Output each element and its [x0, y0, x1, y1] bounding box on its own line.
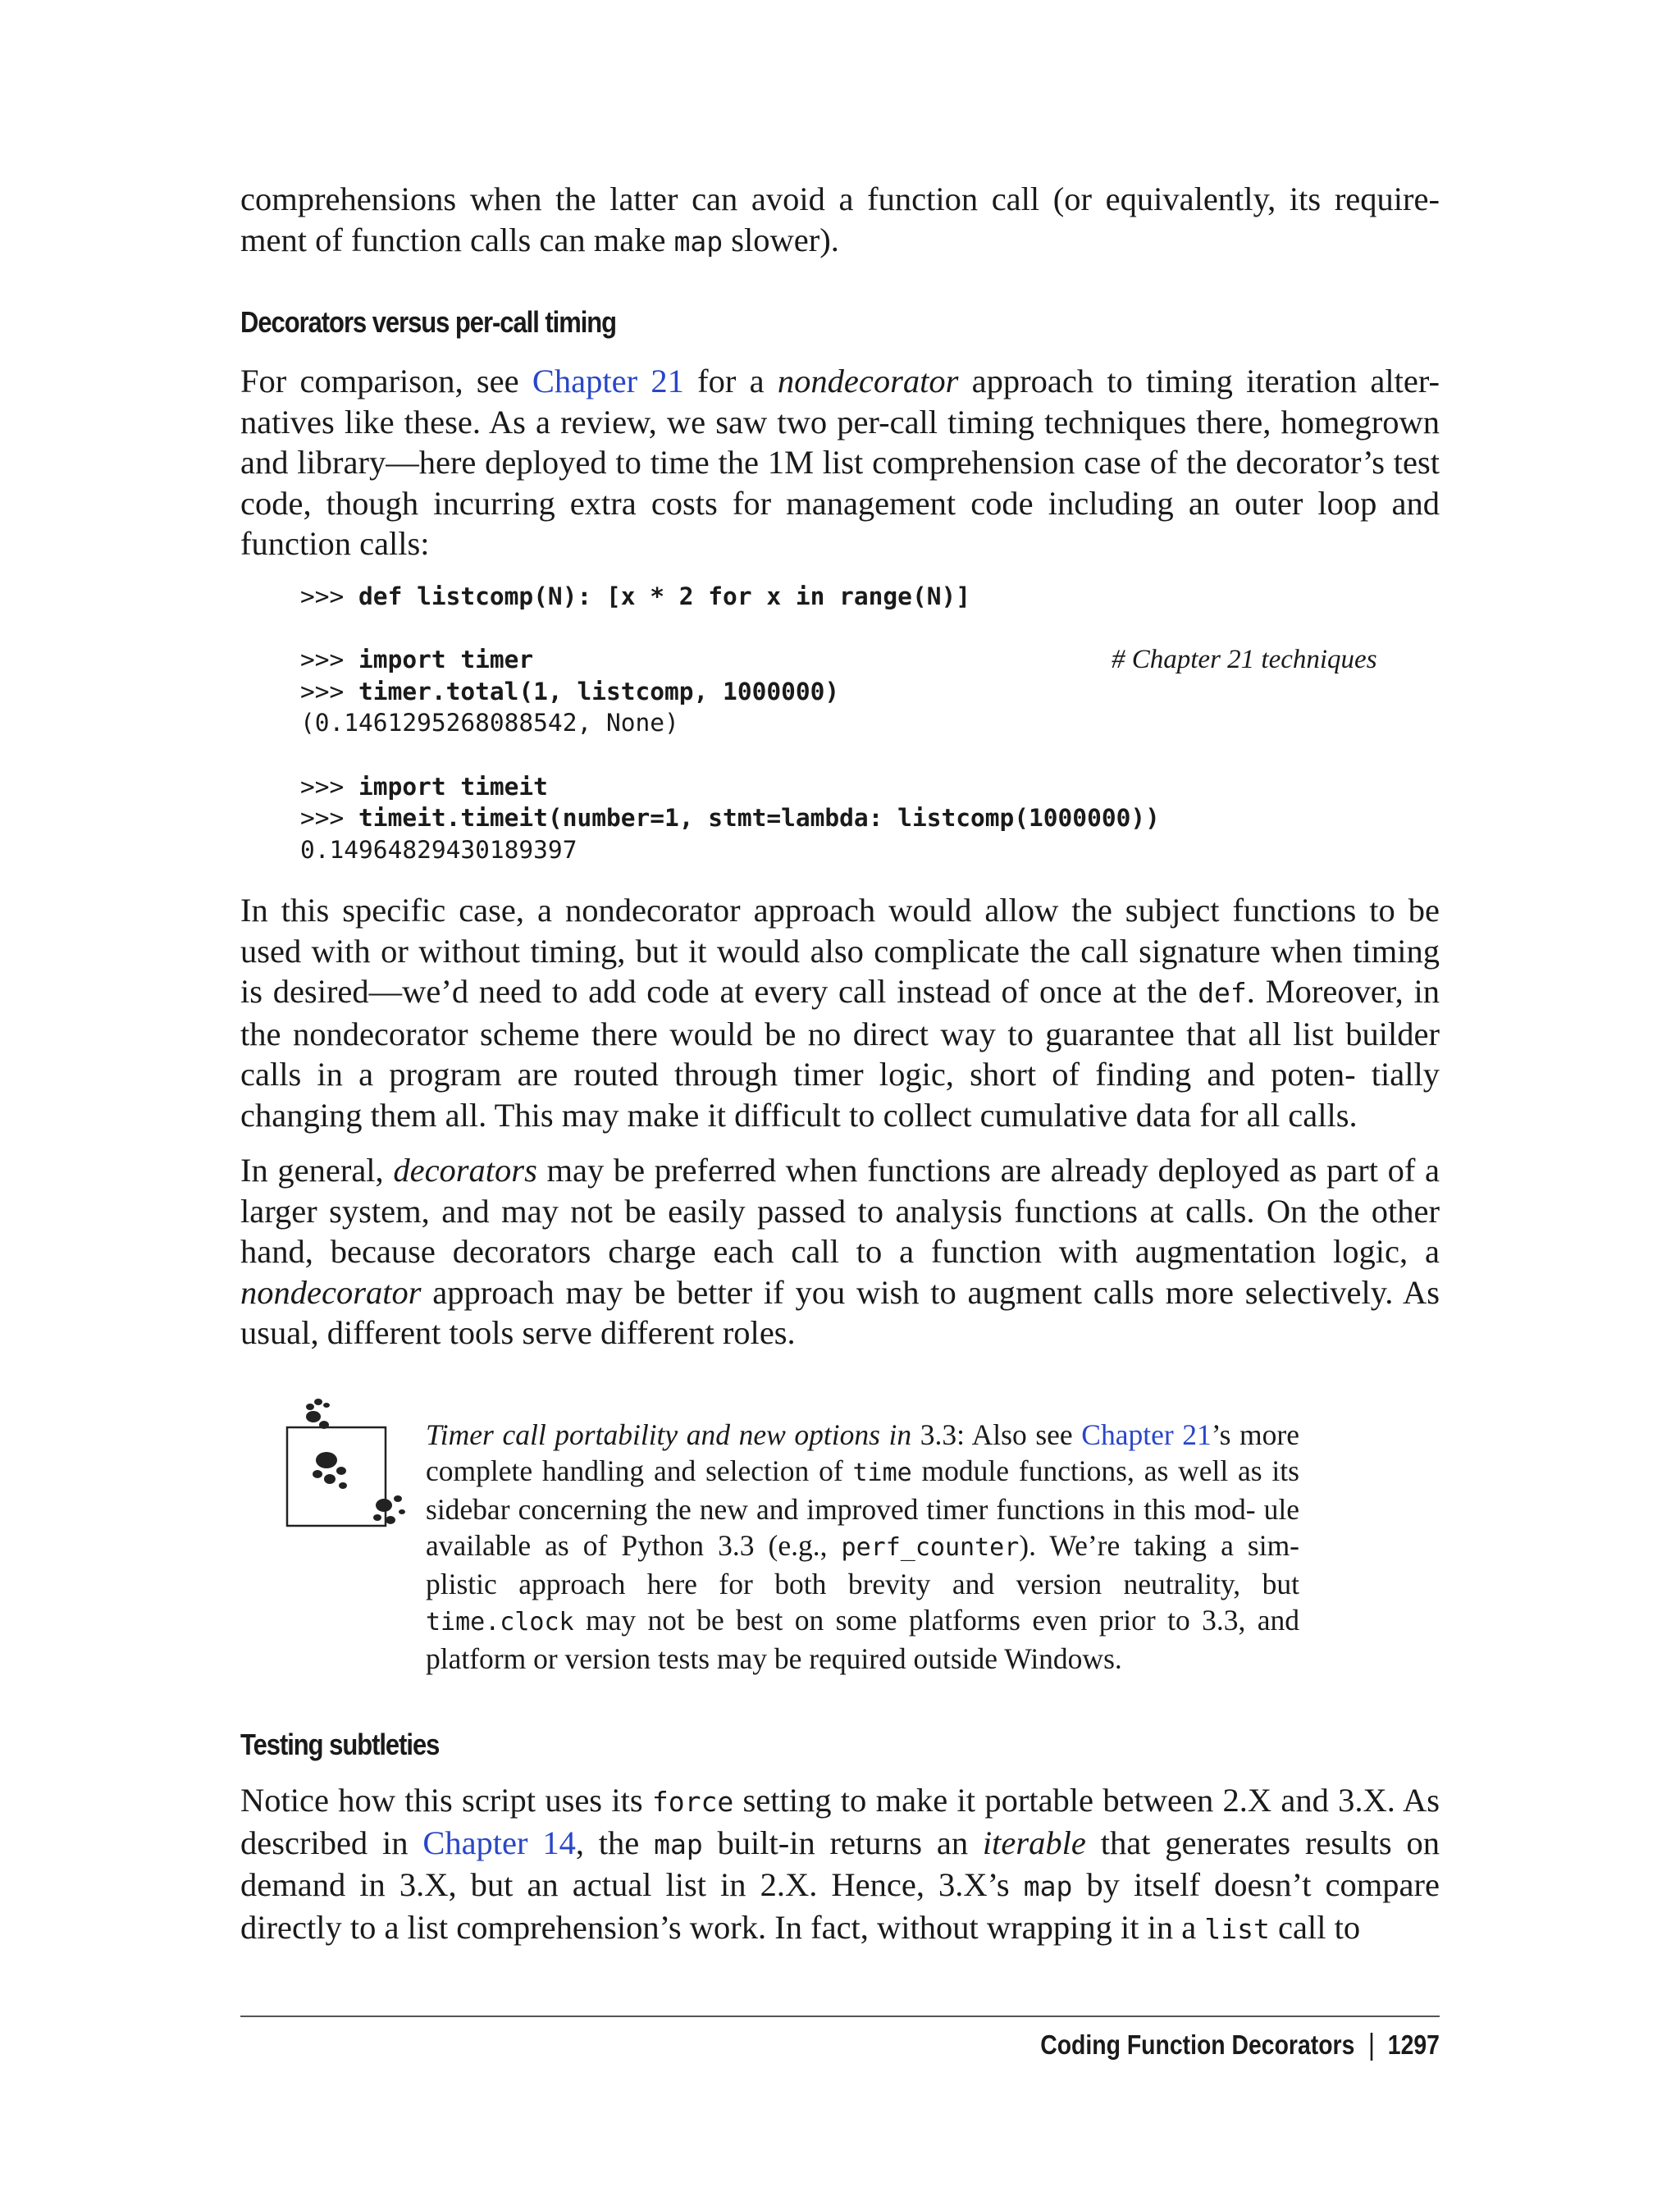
inline-code: def: [1198, 977, 1247, 1010]
emphasis: Timer call portability and new options in: [426, 1418, 912, 1451]
inline-code: perf_counter: [841, 1533, 1020, 1562]
page-footer: [1040, 2029, 1440, 2061]
text-span: may not be best on some platforms even prior to 3.3, and platform or version tests may be required outside Windows.: [426, 1604, 1299, 1675]
emphasis: iterable: [982, 1824, 1086, 1861]
code-line: >>> timeit.timeit(number=1, stmt=lambda: listcomp(1000000)): [300, 804, 1160, 833]
text-span: . Moreover, in the nondecorator scheme there would be no direct way to guarantee that all list builder calls in a program are routed through timer logic, short of finding and poten- tially changing them all. This may make it difficult to collect cumulative data for all calls.: [240, 973, 1440, 1134]
emphasis: nondecorator: [777, 363, 959, 399]
text-span: comprehensions when the latter can avoid a function call (or equivalently, its require- ment of function calls can make: [240, 180, 1440, 258]
footer-chapter-title: Coding Function Decorators: [1040, 2029, 1355, 2060]
text-span: for a: [683, 363, 778, 399]
inline-code: time: [852, 1459, 912, 1487]
inline-code: force: [651, 1786, 734, 1818]
emphasis: decorators: [393, 1152, 537, 1189]
code-comment: # Chapter 21 techniques: [1112, 645, 1377, 674]
code-line: >>> import timer: [300, 646, 534, 674]
code-output: 0.14964829430189397: [300, 835, 578, 864]
text-span: setting to make it portable between 2.X and 3.X. As described in: [240, 1782, 1440, 1861]
section-heading-testing: Testing subtleties: [240, 1728, 440, 1761]
inline-code: time.clock: [426, 1608, 574, 1637]
tip-paws-icon: [279, 1390, 418, 1546]
text-span: call to: [1269, 1908, 1361, 1946]
paragraph-testing: [240, 1780, 1440, 1949]
text-span: by itself doesn’t compare directly to a list comprehension’s work. In fact, without wrapping it in a: [240, 1866, 1440, 1946]
code-line: >>> import timeit: [300, 772, 548, 801]
text-span: module functions, as well as its sidebar concerning the new and improved timer functions in this mod- ule available as of Python 3.3 (e.g.,: [426, 1454, 1299, 1562]
inline-code: map: [654, 1828, 703, 1860]
chapter-21-link[interactable]: Chapter 21: [1081, 1418, 1212, 1451]
code-line: >>> timer.total(1, listcomp, 1000000): [300, 677, 840, 705]
paragraph-comparison: [240, 361, 1440, 564]
text-span: that generates results on demand in 3.X, but an actual list in 2.X. Hence, 3.X’s: [240, 1824, 1440, 1904]
code-output: (0.1461295268088542, None): [300, 709, 679, 737]
text-span: built-in returns an: [702, 1824, 983, 1861]
footer-separator: [1370, 2033, 1372, 2061]
inline-code: map: [1023, 1870, 1073, 1903]
text-span: In general,: [240, 1152, 394, 1189]
footer-rule: [240, 2016, 1440, 2017]
code-block: [300, 581, 1399, 865]
tip-note-text: [426, 1417, 1299, 1677]
text-span: ’s more complete handling and selection of: [426, 1418, 1299, 1487]
chapter-21-link[interactable]: Chapter 21: [532, 363, 684, 399]
code-line: >>> def listcomp(N): [x * 2 for x in range(N)]: [300, 582, 970, 610]
paragraph-general: [240, 1150, 1440, 1354]
text-span: approach to timing iteration alter- natives like these. As a review, we saw two per-call timing techniques there, homegrown and library—here deployed to time the 1M list comprehension case of the decorator’s test code, though incurring extra costs for management code including an outer loop and function calls:: [240, 363, 1440, 563]
text-span: In this specific case, a nondecorator approach would allow the subject functions to be used with or without timing, but it would also complicate the call signature when timing is desired—we’d need to add code at every call instead of once at the: [240, 892, 1440, 1011]
text-span: , the: [575, 1824, 655, 1861]
text-span: ). We’re taking a sim- plistic approach here for both brevity and version neutrality, but: [426, 1529, 1300, 1600]
paragraph-intro: [240, 179, 1440, 262]
text-span: 3.3: Also see: [911, 1418, 1082, 1451]
text-span: slower).: [723, 221, 839, 258]
emphasis: nondecorator: [240, 1273, 422, 1311]
text-span: may be preferred when functions are already deployed as part of a larger system, and may not be easily passed to analysis functions at calls. On the other hand, because decorators charge each call to a function with augmentation logic, a: [240, 1152, 1440, 1271]
text-span: Notice how this script uses its: [240, 1782, 652, 1819]
text-span: approach may be better if you wish to augment calls more selectively. As usual, different tools serve different roles.: [240, 1273, 1440, 1352]
inline-code: list: [1204, 1912, 1270, 1945]
section-heading-decorators: Decorators versus per-call timing: [240, 305, 617, 339]
text-span: For comparison, see: [240, 363, 532, 399]
inline-code: map: [673, 225, 724, 258]
paragraph-specific-case: [240, 890, 1440, 1136]
page-number: 1297: [1387, 2029, 1440, 2060]
chapter-14-link[interactable]: Chapter 14: [422, 1824, 576, 1861]
